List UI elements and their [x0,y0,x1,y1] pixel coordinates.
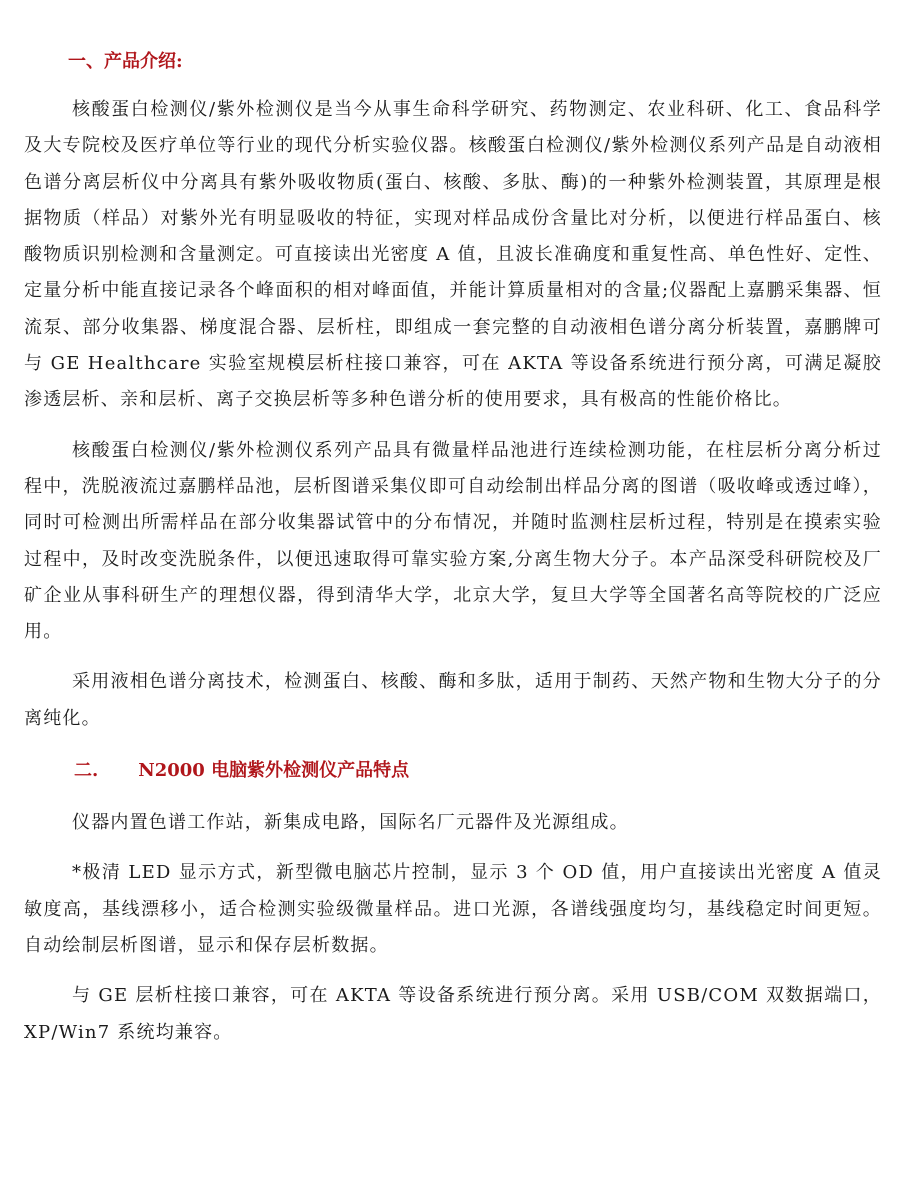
section-2-paragraph-2: *极清 LED 显示方式，新型微电脑芯片控制，显示 3 个 OD 值，用户直接读出光密度 A 值灵敏度高，基线漂移小，适合检测实验级微量样品。进口光源，各谱线强度均匀，基线稳定时间更短。自动绘制层析图谱，显示和保存层析数据。 [24,862,882,956]
section-1-paragraph-2: 核酸蛋白检测仪/紫外检测仪系列产品具有微量样品池进行连续检测功能，在柱层析分离分析过程中，洗脱液流过嘉鹏样品池，层析图谱采集仪即可自动绘制出样品分离的图谱（吸收峰或透过峰），同时可检测出所需样品在部分收集器试管中的分布情况，并随时监测柱层析过程，特别是在摸索实验过程中，及时改变洗脱条件，以便迅速取得可靠实验方案,分离生物大分子。本产品深受科研院校及厂矿企业从事科研生产的理想仪器，得到清华大学，北京大学，复旦大学等全国著名高等院校的广泛应用。 [24,439,882,643]
section-2-paragraph-3: 与 GE 层析柱接口兼容，可在 AKTA 等设备系统进行预分离。采用 USB/COM 双数据端口，XP/Win7 系统均兼容。 [24,985,882,1043]
section-2-heading [24,753,882,789]
section-1-paragraph-1: 核酸蛋白检测仪/紫外检测仪是当今从事生命科学研究、药物测定、农业科研、化工、食品科学及大专院校及医疗单位等行业的现代分析实验仪器。核酸蛋白检测仪/紫外检测仪系列产品是自动液相色谱分离层析仪中分离具有紫外吸收物质(蛋白、核酸、多肽、酶)的一种紫外检测装置，其原理是根据物质（样品）对紫外光有明显吸收的特征，实现对样品成份含量比对分析，以便进行样品蛋白、核酸物质识别检测和含量测定。可直接读出光密度 A 值，且波长准确度和重复性高、单色性好、定性、定量分析中能直接记录各个峰面积的相对峰面值，并能计算质量相对的含量;仪器配上嘉鹏采集器、恒流泵、部分收集器、梯度混合器、层析柱，即组成一套完整的自动液相色谱分离分析装置，嘉鹏牌可与 GE Healthcare 实验室规模层析柱接口兼容，可在 AKTA 等设备系统进行预分离，可满足凝胶渗透层析、亲和层析、离子交换层析等多种色谱分析的使用要求，具有极高的性能价格比。 [24,99,882,411]
section-2-title: N2000 电脑紫外检测仪产品特点 [138,760,410,782]
section-1-heading: 一、产品介绍: [68,51,183,72]
section-1-paragraph-3: 采用液相色谱分离技术，检测蛋白、核酸、酶和多肽，适用于制药、天然产物和生物大分子的分离纯化。 [24,671,882,729]
section-2-number: 二. [74,760,99,782]
section-2-paragraph-1: 仪器内置色谱工作站，新集成电路，国际名厂元器件及光源组成。 [72,812,629,834]
